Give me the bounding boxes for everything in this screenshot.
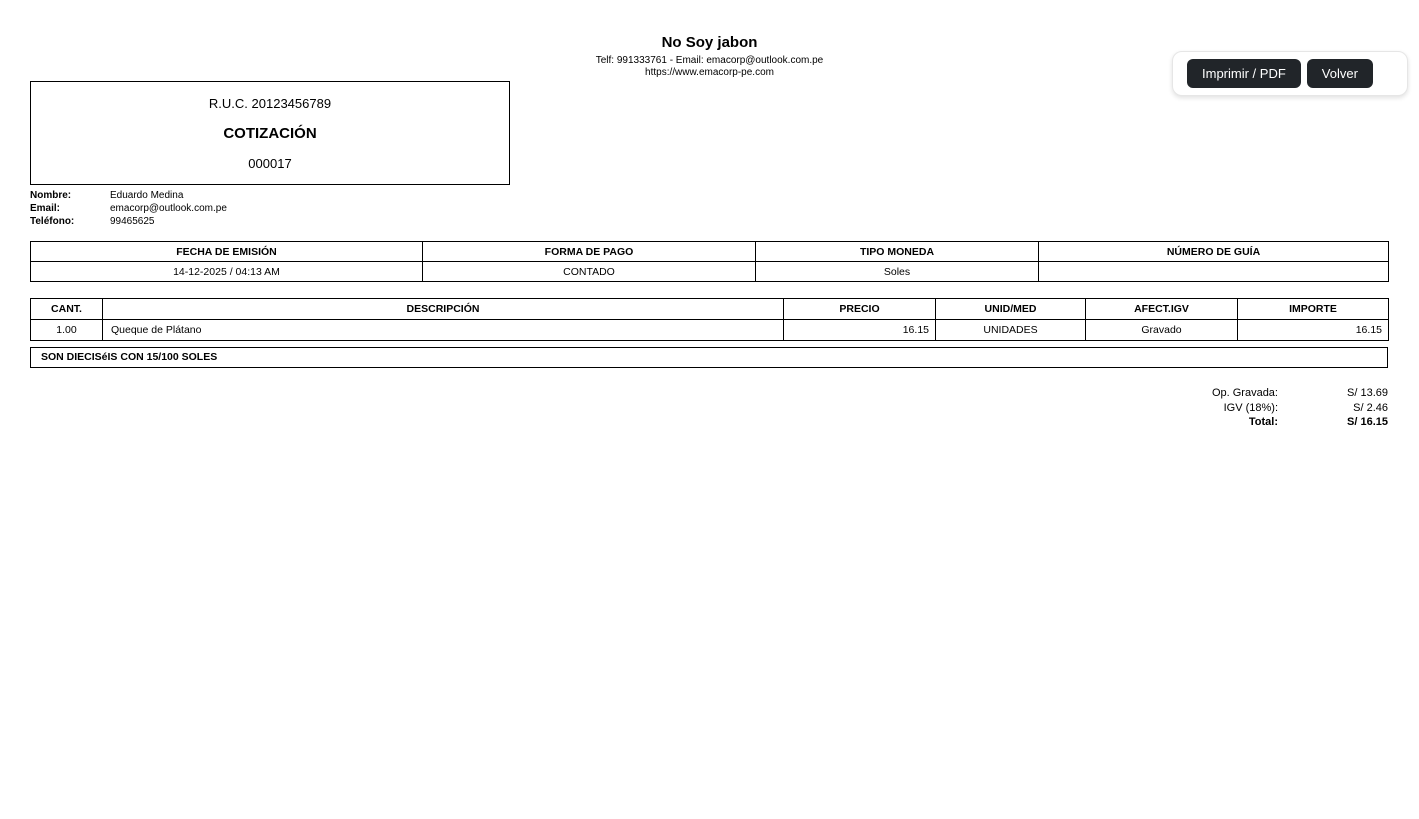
- value-numero-guia: [1039, 262, 1389, 282]
- customer-email-label: Email:: [30, 203, 61, 214]
- customer-info: [30, 189, 227, 228]
- header-unid-med: UNID/MED: [936, 299, 1086, 320]
- op-gravada-value: S/ 13.69: [1347, 387, 1388, 399]
- items-table: [30, 298, 1389, 341]
- customer-phone-row: [30, 215, 227, 228]
- totals-row-gravada: [1118, 386, 1388, 401]
- customer-phone-label: Teléfono:: [30, 216, 75, 227]
- emission-info-table: [30, 241, 1389, 282]
- item-descripcion: Queque de Plátano: [103, 320, 784, 341]
- total-value: S/ 16.15: [1347, 416, 1388, 428]
- igv-label: IGV (18%):: [1223, 401, 1278, 414]
- header-forma-pago: FORMA DE PAGO: [423, 242, 756, 262]
- table-row: [31, 320, 1389, 341]
- customer-name-value: Eduardo Medina: [110, 190, 184, 201]
- totals-row-igv: [1118, 401, 1388, 416]
- item-afect-igv: Gravado: [1086, 320, 1238, 341]
- header-importe: IMPORTE: [1238, 299, 1389, 320]
- company-name: No Soy jabon: [661, 34, 758, 51]
- company-contact-line: Telf: 991333761 - Email: emacorp@outlook.com.pe: [595, 55, 824, 66]
- customer-email-value: emacorp@outlook.com.pe: [110, 203, 227, 214]
- amount-in-words: SON DIECISéIS CON 15/100 SOLES: [30, 347, 1388, 368]
- header-precio: PRECIO: [784, 299, 936, 320]
- customer-name-label: Nombre:: [30, 190, 72, 201]
- header-descripcion: DESCRIPCIÓN: [103, 299, 784, 320]
- item-importe: 16.15: [1238, 320, 1389, 341]
- total-label: Total:: [1248, 416, 1278, 428]
- igv-value: S/ 2.46: [1353, 401, 1388, 414]
- item-precio: 16.15: [784, 320, 936, 341]
- ruc-number: R.U.C. 20123456789: [208, 96, 332, 111]
- value-forma-pago: CONTADO: [423, 262, 756, 282]
- info-header-row: [31, 242, 1389, 262]
- header-afect-igv: AFECT.IGV: [1086, 299, 1238, 320]
- header-tipo-moneda: TIPO MONEDA: [756, 242, 1039, 262]
- customer-row-nombre: [30, 189, 227, 202]
- document-number: 000017: [248, 156, 292, 171]
- info-value-row: [31, 262, 1389, 282]
- totals-row-total: [1118, 415, 1388, 430]
- header-fecha-emision: FECHA DE EMISIÓN: [31, 242, 423, 262]
- item-unid-med: UNIDADES: [936, 320, 1086, 341]
- document-type: COTIZACIÓN: [223, 125, 317, 142]
- print-pdf-button[interactable]: Imprimir / PDF: [1187, 59, 1301, 88]
- op-gravada-label: Op. Gravada:: [1211, 387, 1278, 399]
- header-cant: CANT.: [31, 299, 103, 320]
- back-button[interactable]: Volver: [1307, 59, 1373, 88]
- customer-row-email: [30, 202, 227, 215]
- document-id-box: [30, 81, 510, 185]
- value-tipo-moneda: Soles: [756, 262, 1039, 282]
- value-fecha-emision: 14-12-2025 / 04:13 AM: [31, 262, 423, 282]
- header-numero-guia: NÚMERO DE GUÍA: [1039, 242, 1389, 262]
- totals-summary: [1118, 386, 1388, 430]
- action-buttons-card: [1172, 51, 1408, 96]
- item-cant: 1.00: [31, 320, 103, 341]
- items-header-row: [31, 299, 1389, 320]
- customer-phone-value: 99465625: [110, 216, 155, 227]
- company-website: https://www.emacorp-pe.com: [645, 67, 774, 78]
